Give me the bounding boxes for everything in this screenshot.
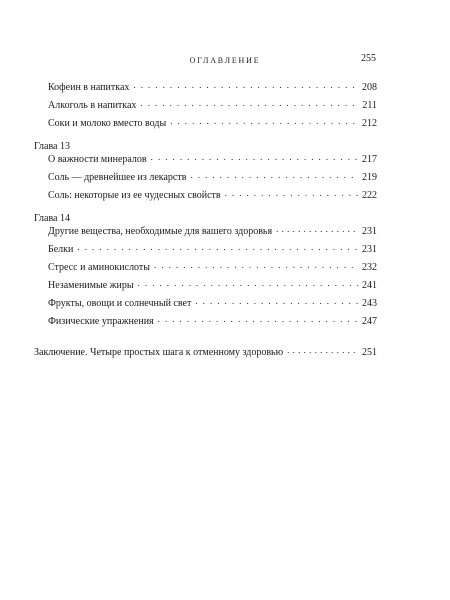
dot-leader — [151, 155, 359, 163]
toc-entry-page: 217 — [362, 154, 377, 165]
toc-entry[interactable] — [48, 276, 377, 292]
toc-entry[interactable] — [48, 168, 377, 184]
chapter-heading: Глава 13 — [34, 141, 70, 152]
toc-entry[interactable] — [48, 222, 377, 238]
toc-entry[interactable] — [48, 186, 377, 202]
toc-entry-title: Кофеин в напитках — [48, 82, 130, 93]
running-head — [0, 53, 450, 69]
toc-entry-page: 208 — [362, 82, 377, 93]
toc-entry-title: Соки и молоко вместо воды — [48, 118, 167, 129]
dot-leader — [133, 83, 359, 91]
toc-entry-title: Фрукты, овощи и солнечный свет — [48, 298, 192, 309]
dot-leader — [195, 299, 359, 307]
toc-entry-page: 251 — [362, 347, 377, 358]
toc-entry-title: О важности минералов — [48, 154, 147, 165]
toc-entry[interactable] — [48, 294, 377, 310]
toc-entry-page: 243 — [362, 298, 377, 309]
dot-leader — [138, 281, 359, 289]
dot-leader — [225, 191, 359, 199]
toc-entry-page: 211 — [362, 100, 377, 111]
dot-leader — [170, 119, 359, 127]
toc-entry-title: Другие вещества, необходимые для вашего здоровья — [48, 226, 273, 237]
toc-entry-page: 232 — [362, 262, 377, 273]
toc-entry[interactable] — [48, 258, 377, 274]
toc-entry[interactable] — [48, 240, 377, 256]
page-number: 255 — [361, 53, 376, 64]
toc-entry-page: 231 — [362, 226, 377, 237]
toc-entry[interactable] — [48, 312, 377, 328]
toc-entry-page: 231 — [362, 244, 377, 255]
toc-entry-page: 219 — [362, 172, 377, 183]
toc-entry[interactable] — [48, 150, 377, 166]
dot-leader — [77, 245, 359, 253]
toc-entry-page: 222 — [362, 190, 377, 201]
toc-entry-title: Незаменимые жиры — [48, 280, 134, 291]
dot-leader — [140, 101, 359, 109]
chapter-heading: Глава 14 — [34, 213, 70, 224]
dot-leader — [154, 263, 359, 271]
toc-entry[interactable] — [48, 78, 377, 94]
running-title: ОГЛАВЛЕНИЕ — [189, 56, 261, 65]
toc-entry-title: Стресс и аминокислоты — [48, 262, 151, 273]
dot-leader — [276, 227, 359, 235]
toc-entry-conclusion[interactable] — [34, 343, 377, 359]
dot-leader — [190, 173, 359, 181]
toc-entry-page: 212 — [362, 118, 377, 129]
toc-entry-page: 247 — [362, 316, 377, 327]
toc-entry[interactable] — [48, 114, 377, 130]
toc-entry-title: Физические упражнения — [48, 316, 154, 327]
dot-leader — [158, 317, 359, 325]
toc-entry-title: Белки — [48, 244, 74, 255]
toc-entry-title: Соль: некоторые из ее чудесных свойств — [48, 190, 221, 201]
toc-entry[interactable] — [48, 96, 377, 112]
toc-entry-title: Алкоголь в напитках — [48, 100, 137, 111]
toc-entry-title: Соль — древнейшее из лекарств — [48, 172, 187, 183]
dot-leader — [287, 348, 359, 356]
toc-entry-page: 241 — [362, 280, 377, 291]
toc-entry-title: Заключение. Четыре простых шага к отменному здоровью — [34, 347, 284, 358]
